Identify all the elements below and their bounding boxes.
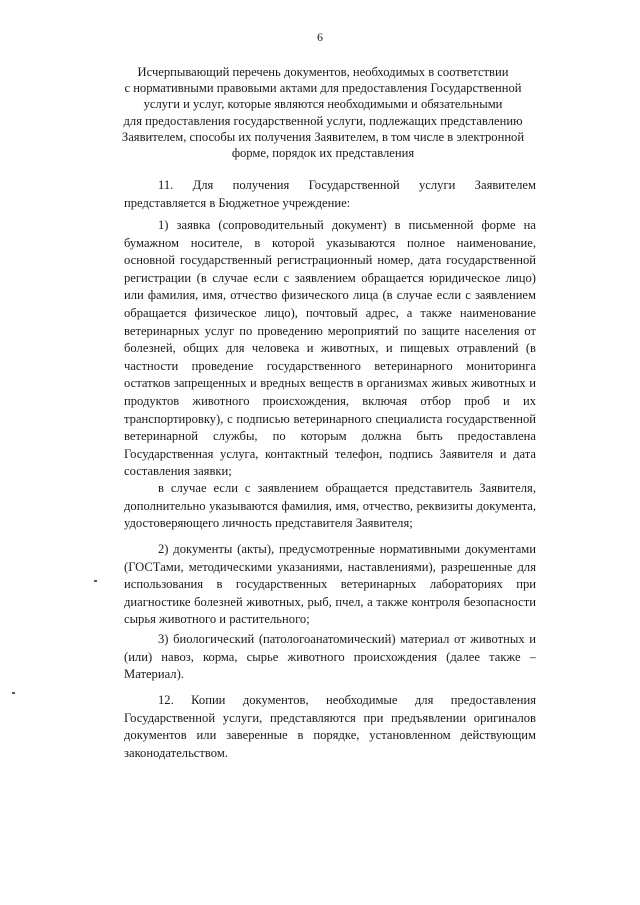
paragraph-12 [124,692,536,762]
paragraph-text: 12. Копии документов, необходимые для предоставления Государственной услуги, представляются при предъявлении оригиналов документов или заверенные в порядке, установленном действующим законодательством. [124,693,536,760]
section-heading [118,64,528,161]
heading-line: услуги и услуг, которые являются необходимыми и обязательными [143,97,503,112]
paragraph-text: 1) заявка (сопроводительный документ) в письменной форме на бумажном носителе, в которой указываются полное наименование, основной государственный регистрационный номер, дата государственной регистрации (в случае если с заявлением обращается юридическое лицо) или фамилия, имя, отчество физического лица (в случае если с заявлением обращается физическое лицо), почтовый адрес, а также наименование ветеринарных услуг по проведению мероприятий по защите населения от болезней, общих для человека и животных, и пищевых отравлений (в частности проведение государственного ветеринарного мониторинга остатков запрещенных и вредных веществ в организмах живых животных и продуктов животного происхождения, включая отбор проб и их транспортировку), с подписью ветеринарного специалиста государственной ветеринарной службы, по которым должна быть предоставлена Государственная услуга, контактный телефон, подпись Заявителя и дата составления заявки; [124,218,536,479]
paragraph-text: 11. Для получения Государственной услуги Заявителем представляется в Бюджетное учреждение: [124,178,536,210]
paragraph-item-2 [124,541,536,629]
paragraph-text: в случае если с заявлением обращается представитель Заявителя, дополнительно указываются фамилия, имя, отчество, реквизиты документа, удостоверяющего личность представителя Заявителя; [124,481,536,531]
paragraph-text: 3) биологический (патологоанатомический) материал от животных и (или) навоз, корма, сырье животного происхождения (далее также – Материал). [124,632,536,682]
page-number: 6 [317,30,323,44]
heading-line: Исчерпывающий перечень документов, необходимых в соответствии [137,65,509,79]
paragraph-item-1 [124,217,536,481]
heading-line: Заявителем, способы их получения Заявителем, в том числе в электронной [121,129,525,144]
paragraph-text: 2) документы (акты), предусмотренные нормативными документами (ГОСТами, методическими указаниями, наставлениями), разрешенные для использования в государственных ветеринарных лабораториях при диагностике болезней животных, рыб, пчел, а также контроля безопасности сырья животного и растительного; [124,542,536,627]
paragraph-representative [124,480,536,533]
scan-speck [94,580,97,582]
heading-line: с нормативными правовыми актами для предоставления Государственной [124,81,522,96]
scan-speck [12,692,15,694]
heading-line: форме, порядок их представления [231,146,415,161]
paragraph-item-3 [124,631,536,684]
paragraph-11 [124,177,536,212]
heading-line: для предоставления государственной услуги, подлежащих представлению [123,113,523,128]
